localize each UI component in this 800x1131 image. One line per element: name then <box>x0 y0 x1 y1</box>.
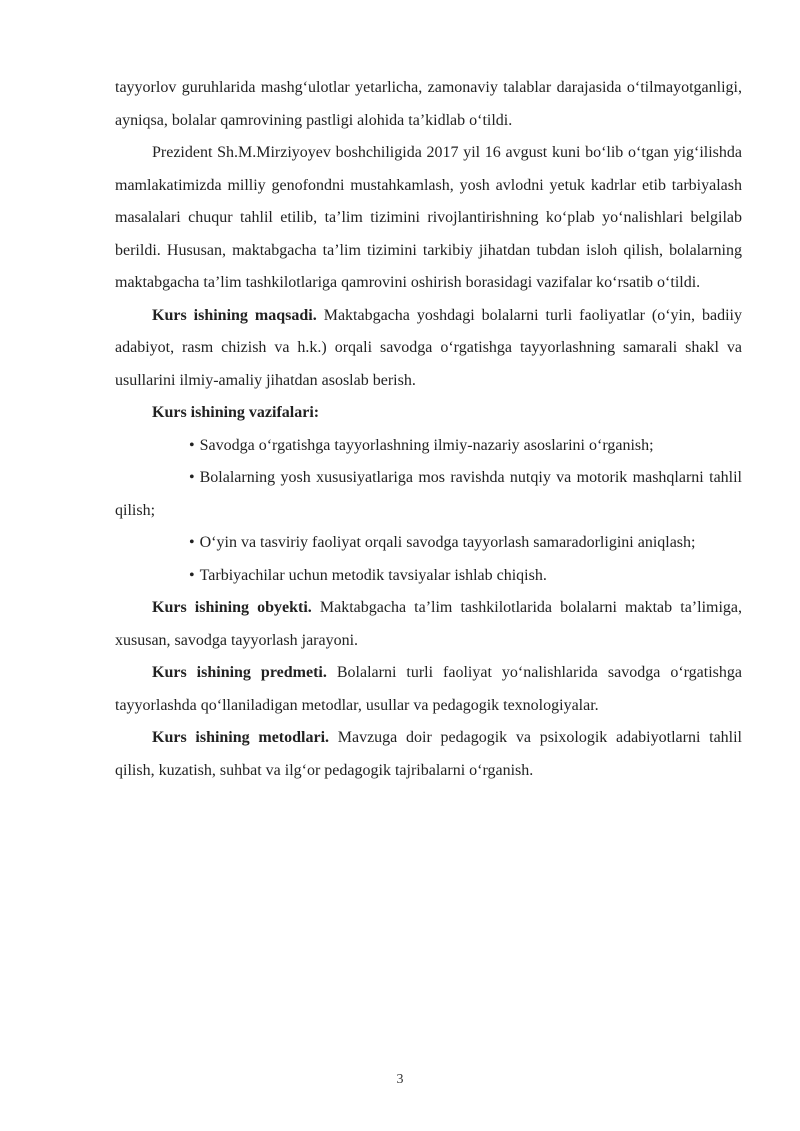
subject-heading: Kurs ishining predmeti. <box>152 664 327 681</box>
bullet-icon: • <box>189 534 195 551</box>
paragraph-president-meeting: Prezident Sh.M.Mirziyoyev boshchiligida 2017 yil 16 avgust kuni bo‘lib o‘tgan yig‘ilishda mamlakatimizda milliy genofondni mustahkamlash, yosh avlodni yetuk kadrlar etib tarbiyalash masalalari chuqur tahlil etilib, ta’lim tizimini rivojlantirishning ko‘plab yo‘nalishlari belgilab berildi. Hususan, maktabgacha ta’lim tizimini tarkibiy jihatdan tubdan isloh qilish, bolalarning maktabgacha ta’lim tashkilotlariga qamrovini oshirish borasidagi vazifalar ko‘rsatib o‘tildi. <box>115 144 742 291</box>
bullet-icon: • <box>189 436 195 454</box>
page-number: 3 <box>396 1072 404 1087</box>
paragraph-methods <box>115 722 742 787</box>
list-item-text: Bolalarning yosh xususiyatlariga mos ravishda nutqiy va motorik mashqlarni tahlil qilish; <box>115 469 742 519</box>
list-item <box>115 560 742 593</box>
paragraph-tasks-heading <box>115 397 742 430</box>
goal-text: Maktabgacha yoshdagi bolalarni turli faoliyatlar (o‘yin, badiiy adabiyot, rasm chizish va h.k.) orqali savodga o‘rgatishga tayyorlashning samarali shakl va usullarini ilmiy-amaliy jihatdan asoslab berish. <box>115 306 742 389</box>
methods-heading: Kurs ishining metodlari. <box>152 729 330 746</box>
bullet-icon: • <box>189 566 195 584</box>
paragraph-subject <box>115 657 742 722</box>
list-item-text: O‘yin va tasviriy faoliyat orqali savodga tayyorlash samaradorligini aniqlash; <box>199 534 696 551</box>
list-item <box>115 462 742 527</box>
subject-text: Bolalarni turli faoliyat yo‘nalishlarida savodga o‘rgatishga tayyorlashda qo‘llaniladigan metodlar, usullar va pedagogik texnologiyalar. <box>115 664 742 714</box>
paragraph-goal <box>115 300 742 398</box>
list-item-text: Tarbiyachilar uchun metodik tavsiyalar ishlab chiqish. <box>199 566 547 584</box>
goal-heading: Kurs ishining maqsadi. <box>152 306 317 324</box>
list-item <box>115 527 742 560</box>
list-item-text: Savodga o‘rgatishga tayyorlashning ilmiy-nazariy asoslarini o‘rganish; <box>199 436 654 454</box>
paragraph-intro-continuation: tayyorlov guruhlarida mashg‘ulotlar yetarlicha, zamonaviy talablar darajasida o‘tilmayotganligi, ayniqsa, bolalar qamrovining pastligi alohida ta’kidlab o‘tildi. <box>115 79 742 129</box>
bullet-icon: • <box>189 469 195 486</box>
document-page <box>115 72 742 787</box>
methods-text: Mavzuga doir pedagogik va psixologik adabiyotlarni tahlil qilish, kuzatish, suhbat va ilg‘or pedagogik tajribalarni o‘rganish. <box>115 729 743 779</box>
object-text: Maktabgacha ta’lim tashkilotlarida bolalarni maktab ta’limiga, xususan, savodga tayyorlash jarayoni. <box>115 599 742 649</box>
paragraph-object <box>115 592 742 657</box>
list-item <box>115 430 742 463</box>
object-heading: Kurs ishining obyekti. <box>152 599 312 616</box>
tasks-heading: Kurs ishining vazifalari: <box>152 404 320 421</box>
